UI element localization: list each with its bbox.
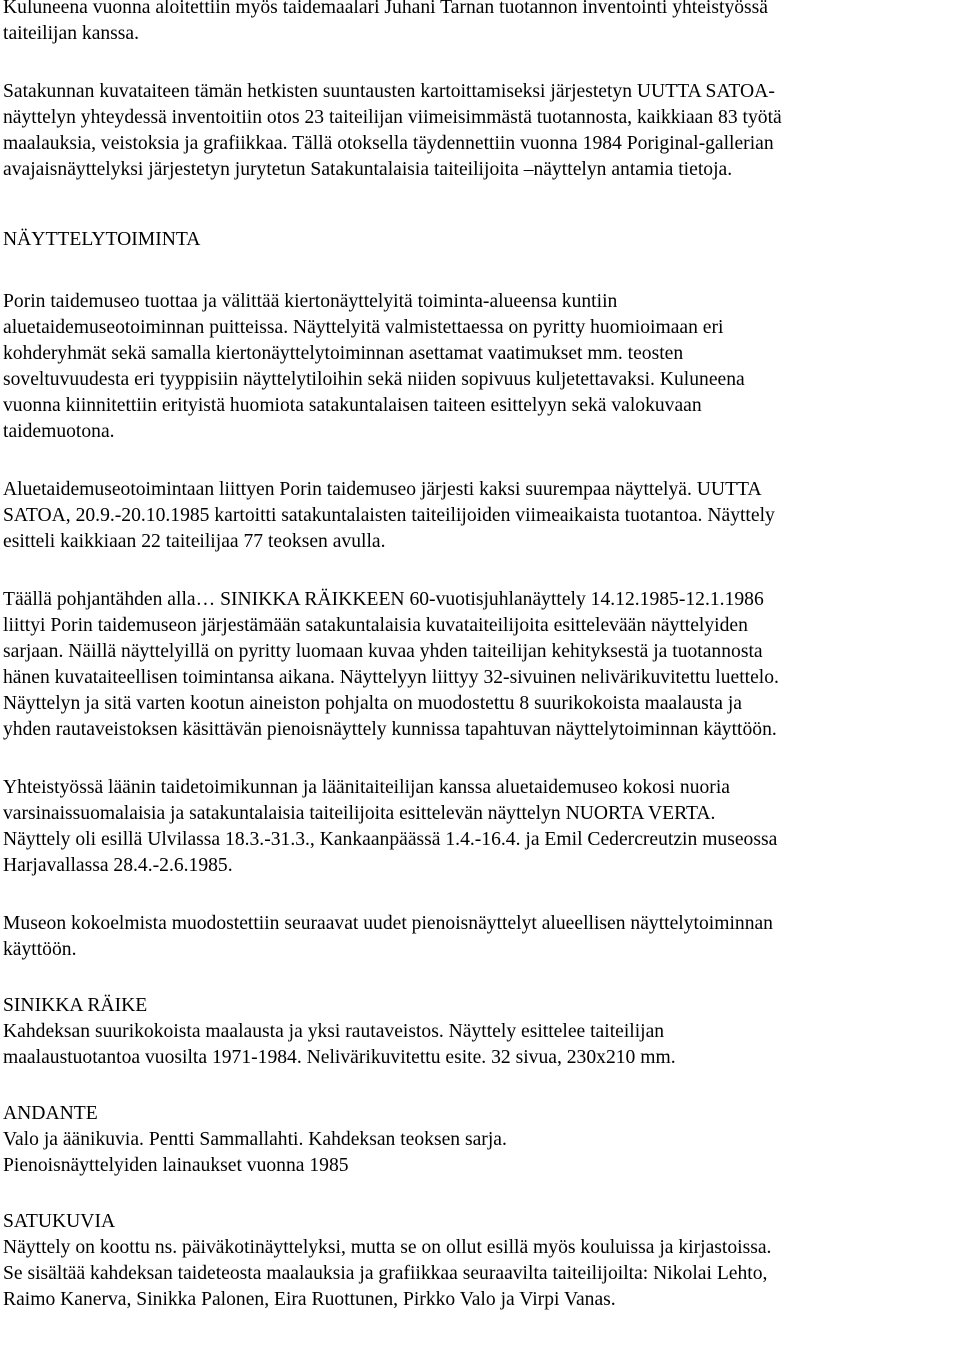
paragraph-tarna-inventory	[3, 0, 960, 47]
heading-text: ANDANTE	[3, 1103, 98, 1124]
paragraph-sinikka-raikke-exhibition	[3, 587, 960, 743]
text-line: Pienoisnäyttelyiden lainaukset vuonna 1985	[3, 1155, 349, 1176]
paragraph-pienoisnayttelyt	[3, 911, 960, 963]
text-line: Näyttely oli esillä Ulvilassa 18.3.-31.3., Kankaanpäässä 1.4.-16.4. ja Emil Cedercreutzin museossa	[3, 829, 778, 850]
heading-text: SINIKKA RÄIKE	[3, 995, 148, 1016]
text-line: esitteli kaikkiaan 22 taiteilijaa 77 teoksen avulla.	[3, 531, 386, 552]
text-line: kohderyhmät sekä samalla kiertonäyttelytoiminnan asettamat vaatimukset mm. teosten	[3, 343, 684, 364]
text-line: varsinaissuomalaisia ja satakuntalaisia taiteilijoita esittelevän näyttelyn NUORTA VERTA.	[3, 803, 716, 824]
text-line: vuonna kiinnitettiin erityistä huomiota satakuntalaisen taiteen esittelyyn sekä valokuvaan	[3, 395, 702, 416]
paragraph-andante-details	[3, 1127, 960, 1179]
text-line: Raimo Kanerva, Sinikka Palonen, Eira Ruottunen, Pirkko Valo ja Virpi Vanas.	[3, 1289, 616, 1310]
text-line: Se sisältää kahdeksan taideteosta maalauksia ja grafiikkaa seuraavilta taiteilijoilta: Nikolai Lehto,	[3, 1263, 768, 1284]
text-line: taiteilijan kanssa.	[3, 23, 140, 44]
text-line: maalauksia, veistoksia ja grafiikkaa. Tällä otoksella täydennettiin vuonna 1984 Poriginal-gallerian	[3, 133, 774, 154]
text-line: Kahdeksan suurikokoista maalausta ja yksi rautaveistos. Näyttely esittelee taiteilijan	[3, 1021, 665, 1042]
section-heading-andante	[3, 1101, 960, 1127]
paragraph-nuorta-verta	[3, 775, 960, 879]
section-heading-nayttelytoiminta	[3, 227, 960, 253]
text-line: taidemuotona.	[3, 421, 115, 442]
text-line: Harjavallassa 28.4.-2.6.1985.	[3, 855, 233, 876]
paragraph-sinikka-raike-details	[3, 1019, 960, 1071]
text-line: liittyi Porin taidemuseon järjestämään satakuntalaisia kuvataiteilijoita esittelevään näyttelyiden	[3, 615, 748, 636]
text-line: Täällä pohjantähden alla… SINIKKA RÄIKKEEN 60-vuotisjuhlanäyttely 14.12.1985-12.1.1986	[3, 589, 764, 610]
section-heading-satukuvia	[3, 1209, 960, 1235]
text-line: yhden rautaveistoksen käsittävän pienoisnäyttely kunnissa tapahtuvan näyttelytoiminnan käyttöön.	[3, 719, 777, 740]
text-line: SATOA, 20.9.-20.10.1985 kartoitti satakuntalaisten taiteilijoiden viimeaikaista tuotantoa. Näyttely	[3, 505, 775, 526]
text-line: Kuluneena vuonna aloitettiin myös taidemaalari Juhani Tarnan tuotannon inventointi yhteistyössä	[3, 0, 768, 18]
text-line: hänen kuvataiteellisen toimintansa aikana. Näyttelyyn liittyy 32-sivuinen nelivärikuvitettu luettelo.	[3, 667, 779, 688]
heading-text: SATUKUVIA	[3, 1211, 116, 1232]
text-line: näyttelyn yhteydessä inventoitiin otos 23 taiteilijan viimeisimmästä tuotannosta, kaikkiaan 83 työtä	[3, 107, 782, 128]
heading-text: NÄYTTELYTOIMINTA	[3, 229, 201, 250]
text-line: Näyttely on koottu ns. päiväkotinäyttelyksi, mutta se on ollut esillä myös kouluissa ja kirjastoissa.	[3, 1237, 772, 1258]
paragraph-satukuvia-details	[3, 1235, 960, 1313]
section-heading-sinikka-raike	[3, 993, 960, 1019]
text-line: Porin taidemuseo tuottaa ja välittää kiertonäyttelyitä toiminta-alueensa kuntiin	[3, 291, 618, 312]
text-line: soveltuvuudesta eri tyyppisiin näyttelytiloihin sekä niiden sopivuus kuljetettavaksi. Kuluneena	[3, 369, 745, 390]
text-line: aluetaidemuseotoiminnan puitteissa. Näyttelyitä valmistettaessa on pyritty huomioimaan eri	[3, 317, 724, 338]
text-line: Satakunnan kuvataiteen tämän hetkisten suuntausten kartoittamiseksi järjestetyn UUTTA SATOA-	[3, 81, 775, 102]
text-line: avajaisnäyttelyksi järjestetyn jurytetun Satakuntalaisia taiteilijoita –näyttelyn antamia tietoja.	[3, 159, 733, 180]
paragraph-aluetaidemuseo	[3, 477, 960, 555]
paragraph-kiertonayttelyt	[3, 289, 960, 445]
text-line: Aluetaidemuseotoimintaan liittyen Porin taidemuseo järjesti kaksi suurempaa näyttelyä. UUTTA	[3, 479, 762, 500]
text-line: Museon kokoelmista muodostettiin seuraavat uudet pienoisnäyttelyt alueellisen näyttelytoiminnan	[3, 913, 773, 934]
text-line: sarjaan. Näillä näyttelyillä on pyritty luomaan kuvaa yhden taiteilijan kehityksestä ja tuotannosta	[3, 641, 763, 662]
text-line: Yhteistyössä läänin taidetoimikunnan ja läänitaiteilijan kanssa aluetaidemuseo kokosi nuoria	[3, 777, 730, 798]
text-line: maalaustuotantoa vuosilta 1971-1984. Nelivärikuvitettu esite. 32 sivua, 230x210 mm.	[3, 1047, 676, 1068]
paragraph-uutta-satoa-inventory	[3, 79, 960, 183]
text-line: Valo ja äänikuvia. Pentti Sammallahti. Kahdeksan teoksen sarja.	[3, 1129, 507, 1150]
text-line: käyttöön.	[3, 939, 77, 960]
text-line: Näyttelyn ja sitä varten kootun aineiston pohjalta on muodostettu 8 suurikokoista maalausta ja	[3, 693, 742, 714]
